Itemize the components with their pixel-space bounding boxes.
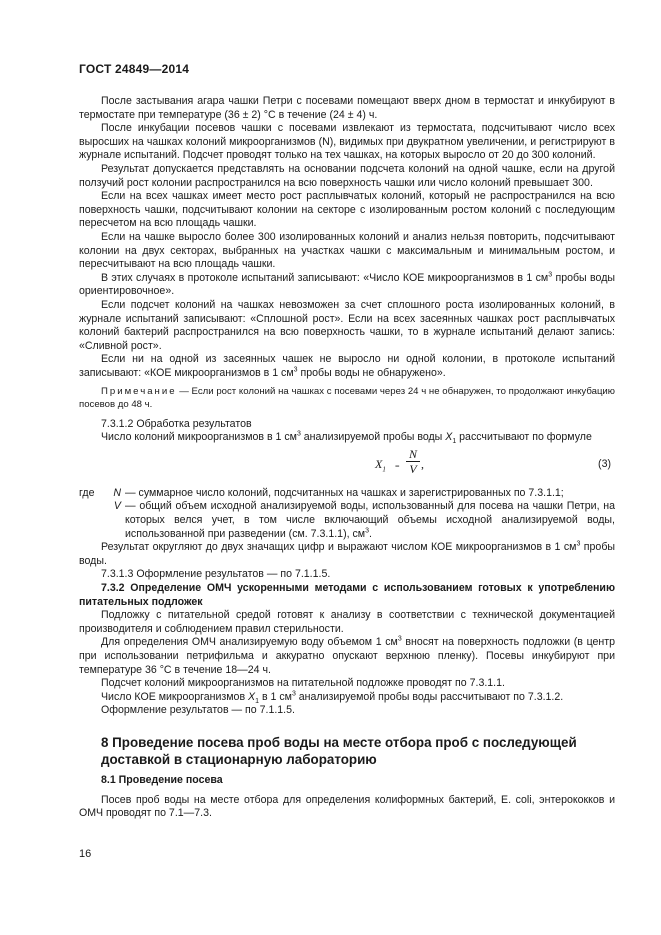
paragraph: В этих случаях в протоколе испытаний записывают: «Число КОЕ микроорганизмов в 1 $см^3$ пробы воды ориентировочное». [79,271,615,298]
where-label: где [79,486,95,499]
formula-lhs: $X_1$ [375,456,386,474]
formula [79,447,615,481]
where-description: — общий объем исходной анализируемой воды, использованный для посева на чашки Петри, на которых велся учет, в том числе включающий объемы исходной анализируемой воды, использованной при разведении (см. 7.3.1.1), $см^3$. [125,500,615,540]
formula-equals: = [395,461,400,471]
where-row-n [79,487,615,501]
paragraph: Результат допускается представлять на основании подсчета колоний на одной чашке, если на другой ползучий рост колонии распространился на всю поверхность чашки или число колоний превышает 300. [79,162,615,189]
where-symbol: N [113,486,121,499]
where-block [79,487,615,541]
paragraph: Число колоний микроорганизмов в 1 $см^3$ анализируемой пробы воды $X_1$ рассчитывают по формуле [101,430,592,446]
paragraph: Если подсчет колоний на чашках невозможен за счет сплошного роста изолированных колоний, в журнале испытаний записывают: «Сплошной рост». Если на всех засеянных чашках рост расплывчатых колоний бактерий распространился на всю поверхность чашки, то в журнале испытаний делают запись: «Сливной рост». [79,298,615,352]
paragraph: После инкубации посевов чашки с посевами извлекают из термостата, подсчитывают число всех выросших на чашках колоний микроорганизмов (N), видимых при двукратном увеличении, и регистрируют в журнале испытаний. Подсчет проводят только на тех чашках, на которых выросло от 20 до 300 колоний. [79,122,615,162]
where-symbol: V [113,500,121,513]
document-body [79,95,615,821]
formula-numerator: N [406,447,420,462]
note-text: — Если рост колоний на чашках с посевами через 24 ч не обнаружен, то продолжают инкубацию посевов до 48 ч. [79,386,615,411]
subsection-heading: 7.3.1.2 Обработка результатов [101,417,252,430]
paragraph: Число КОЕ микроорганизмов $X_1$ в 1 $см^3$ анализируемой пробы воды рассчитывают по 7.3.1.2. [101,690,564,705]
paragraph: Если на всех чашках имеет место рост расплывчатых колоний, который не распространился на всю поверхность чашки, подсчитывают колонии на секторе с изолированным ростом колоний с последующим пересчетом на всю площадь чашки. [79,190,615,230]
section-heading: 8 Проведение посева проб воды на месте отбора проб с последующей доставкой в стационарную лабораторию [101,734,577,767]
page-number: 16 [79,848,92,860]
formula-comma: , [421,456,424,471]
formula-fraction [406,447,420,476]
subsection-heading-bold: 8.1 Проведение посева [101,773,223,786]
formula-denominator: V [409,461,417,476]
paragraph: Подсчет колоний микроорганизмов на питательной подложке проводят по 7.3.1.1. [101,677,505,690]
paragraph: После застывания агара чашки Петри с посевами помещают вверх дном в термостат и инкубируют в термостате при температуре (36 ± 2) °С в течение (24 ± 4) ч. [79,95,615,121]
paragraph: Подложку с питательной средой готовят к анализу в соответствии с технической документацией производителя и соблюдением правил стерильности. [79,609,615,635]
paragraph: Результат округляют до двух значащих цифр и выражают числом КОЕ микроорганизмов в 1 $см^3$ пробы воды. [79,540,616,567]
paragraph: Оформление результатов — по 7.1.1.5. [101,704,295,717]
where-description: — суммарное число колоний, подсчитанных на чашках и зарегистрированных по 7.3.1.1; [125,486,564,499]
paragraph: Если на чашке выросло более 300 изолированных колоний и анализ нельзя повторить, подсчитывают колонии на двух секторах, выбранных на участках чашки с максимальным и минимальным ростом, и пересчитывают на всю площадь чашки. [79,230,615,271]
where-row-v [79,500,615,541]
note-label: Примечание [101,386,177,398]
equation-number: (3) [598,457,611,470]
paragraph: Для определения ОМЧ анализируемую воду объемом 1 $см^3$ вносят на поверхность подложки (в центр при использовании петрифильма и аккуратно опускают верхнюю пленку). Посевы инкубируют при температуре 36 °С в течение 18—24 ч. [79,635,615,676]
paragraph: Если ни на одной из засеянных чашек не выросло ни одной колонии, в протоколе испытаний записывают: «КОЕ микроорганизмов в 1 $см^3$ пробы воды не обнаружено». [79,353,615,379]
subsection-heading: 7.3.1.3 Оформление результатов — по 7.1.1.5. [101,568,331,581]
note [79,386,615,411]
subsection-heading-bold: 7.3.2 Определение ОМЧ ускоренными методами с использованием готовых к употреблению питательных подложек [79,582,615,608]
paragraph: Посев проб воды на месте отбора для определения колиформных бактерий, E. coli, энтерококков и ОМЧ проводят по 7.1—7.3. [79,793,615,820]
document-code-header: ГОСТ 24849—2014 [79,62,190,76]
